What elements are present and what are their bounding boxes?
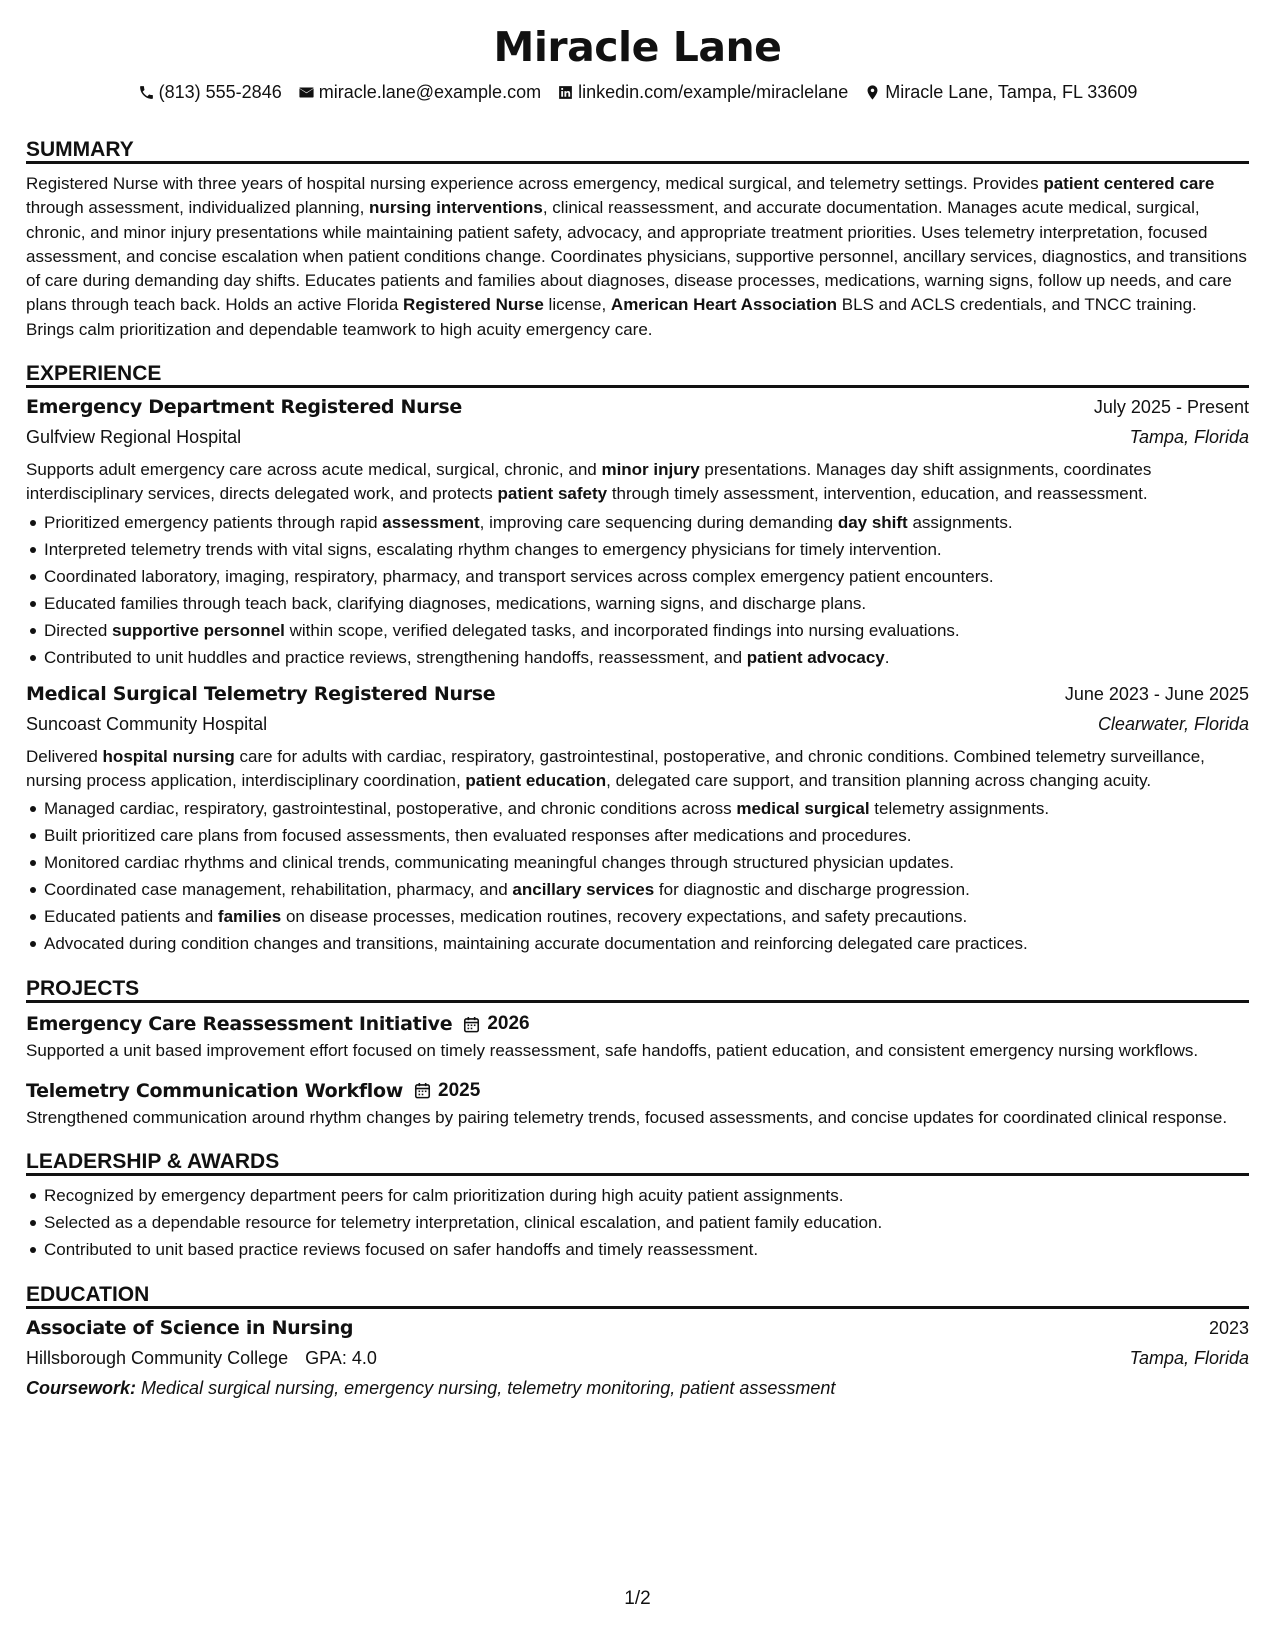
calendar-icon bbox=[413, 1081, 432, 1100]
email-text: miracle.lane@example.com bbox=[318, 82, 542, 102]
project-entry bbox=[26, 1009, 1249, 1063]
project-year-text: 2025 bbox=[438, 1079, 481, 1101]
job-bullet: Coordinated case management, rehabilitation, pharmacy, and ancillary services for diagnostic and discharge progression. bbox=[26, 876, 1249, 903]
experience-section bbox=[26, 356, 1249, 957]
job-bullet: Contributed to unit huddles and practice reviews, strengthening handoffs, reassessment, and patient advocacy. bbox=[26, 644, 1249, 671]
job-bullet: Educated patients and families on disease processes, medication routines, recovery expectations, and safety precautions. bbox=[26, 903, 1249, 930]
contact-location bbox=[864, 80, 1137, 104]
job-bullet: Directed supportive personnel within scope, verified delegated tasks, and incorporated findings into nursing evaluations. bbox=[26, 617, 1249, 644]
coursework-label: Coursework: bbox=[26, 1377, 137, 1398]
summary-text: Registered Nurse with three years of hospital nursing experience across emergency, medical surgical, and telemetry settings. Provides patient centered care through assessment, individualized planning, nursing interventions, clinical reassessment, and accurate documentation. Manages acute medical, surgical, chronic, and minor injury presentations while maintaining patient safety, advocacy, and appropriate treatment priorities. Uses telemetry interpretation, focused assessment, and concise escalation when patient conditions change. Coordinates physicians, supportive personnel, ancillary services, diagnostics, and transitions of care during demanding day shifts. Educates patients and families about diagnoses, disease processes, medications, warning signs, follow up needs, and care plans through teach back. Holds an active Florida Registered Nurse license, American Heart Association BLS and ACLS credentials, and TNCC training. Brings calm prioritization and dependable teamwork to high acuity emergency care. bbox=[26, 174, 1247, 339]
job-bullet: Monitored cardiac rhythms and clinical trends, communicating meaningful changes through structured physician updates. bbox=[26, 849, 1249, 876]
contact-bar bbox=[26, 80, 1249, 104]
job-description: Supports adult emergency care across acute medical, surgical, chronic, and minor injury presentations. Manages day shift assignments, coordinates interdisciplinary services, directs delegated work, and protects patient safety through timely assessment, intervention, education, and reassessment. bbox=[26, 460, 1152, 504]
job-bullet: Built prioritized care plans from focused assessments, then evaluated responses after medications and procedures. bbox=[26, 822, 1249, 849]
school-location: Tampa, Florida bbox=[1129, 1347, 1249, 1368]
job-bullet: Interpreted telemetry trends with vital signs, escalating rhythm changes to emergency physicians for timely intervention. bbox=[26, 536, 1249, 563]
job-organization: Suncoast Community Hospital bbox=[26, 713, 268, 734]
resume-page bbox=[26, 22, 1249, 1403]
contact-linkedin[interactable] bbox=[557, 80, 848, 104]
job-location: Clearwater, Florida bbox=[1097, 713, 1249, 734]
experience-heading: EXPERIENCE bbox=[26, 356, 1249, 388]
job-description: Delivered hospital nursing care for adults with cardiac, respiratory, gastrointestinal, postoperative, and chronic conditions. Combined telemetry surveillance, nursing process application, interdisciplinary coordination, patient education, delegated care support, and transition planning across changing acuity. bbox=[26, 746, 1205, 790]
leadership-bullet: Recognized by emergency department peers for calm prioritization during high acuity patient assignments. bbox=[26, 1182, 1249, 1209]
project-title: Emergency Care Reassessment Initiative bbox=[26, 1013, 453, 1036]
job-dates: June 2023 - June 2025 bbox=[1064, 683, 1249, 704]
job-organization: Gulfview Regional Hospital bbox=[26, 427, 242, 448]
job-location: Tampa, Florida bbox=[1129, 427, 1249, 448]
project-year bbox=[462, 1013, 529, 1035]
projects-heading: PROJECTS bbox=[26, 971, 1249, 1003]
project-description: Strengthened communication around rhythm changes by pairing telemetry trends, focused assessments, and concise updates for coordinated clinical response. bbox=[26, 1107, 1228, 1127]
job-bullets bbox=[26, 795, 1249, 957]
job-bullet: Advocated during condition changes and transitions, maintaining accurate documentation and reinforcing delegated care practices. bbox=[26, 930, 1249, 957]
job-entry bbox=[26, 392, 1249, 671]
leadership-bullet: Selected as a dependable resource for telemetry interpretation, clinical escalation, and patient family education. bbox=[26, 1209, 1249, 1236]
project-entry bbox=[26, 1076, 1249, 1130]
job-bullet: Prioritized emergency patients through rapid assessment, improving care sequencing during demanding day shift assignments. bbox=[26, 509, 1249, 536]
linkedin-text: linkedin.com/example/miraclelane bbox=[578, 82, 849, 102]
project-title: Telemetry Communication Workflow bbox=[26, 1079, 404, 1102]
location-text: Miracle Lane, Tampa, FL 33609 bbox=[885, 82, 1138, 102]
project-description: Supported a unit based improvement effort focused on timely reassessment, safe handoffs, patient education, and consistent emergency nursing workflows. bbox=[26, 1041, 1199, 1061]
project-year bbox=[413, 1080, 480, 1102]
map-pin-icon bbox=[864, 84, 881, 101]
job-title: Emergency Department Registered Nurse bbox=[26, 396, 463, 419]
phone-icon bbox=[138, 84, 155, 101]
coursework-text: Medical surgical nursing, emergency nursing, telemetry monitoring, patient assessment bbox=[141, 1377, 836, 1398]
leadership-heading: LEADERSHIP & AWARDS bbox=[26, 1144, 1249, 1176]
job-dates: July 2025 - Present bbox=[1093, 397, 1249, 418]
leadership-section bbox=[26, 1144, 1249, 1263]
project-year-text: 2026 bbox=[487, 1013, 530, 1035]
job-bullets bbox=[26, 509, 1249, 671]
contact-email[interactable] bbox=[298, 80, 541, 104]
leadership-bullets bbox=[26, 1182, 1249, 1263]
coursework-line bbox=[26, 1373, 1249, 1403]
gpa: GPA: 4.0 bbox=[305, 1347, 377, 1368]
job-entry bbox=[26, 679, 1249, 958]
school-line bbox=[26, 1343, 377, 1373]
job-bullet: Coordinated laboratory, imaging, respiratory, pharmacy, and transport services across complex emergency patient encounters. bbox=[26, 563, 1249, 590]
page-number: 1/2 bbox=[624, 1588, 651, 1609]
degree-year: 2023 bbox=[1208, 1317, 1249, 1338]
degree-title: Associate of Science in Nursing bbox=[26, 1316, 354, 1339]
envelope-icon bbox=[298, 84, 315, 101]
summary-section bbox=[26, 132, 1249, 342]
projects-section bbox=[26, 971, 1249, 1130]
job-title: Medical Surgical Telemetry Registered Nurse bbox=[26, 682, 496, 705]
candidate-name: Miracle Lane bbox=[493, 23, 782, 71]
school-name: Hillsborough Community College bbox=[26, 1347, 289, 1368]
calendar-icon bbox=[462, 1015, 481, 1034]
contact-phone[interactable] bbox=[138, 80, 282, 104]
leadership-bullet: Contributed to unit based practice reviews focused on safer handoffs and timely reassessment. bbox=[26, 1236, 1249, 1263]
linkedin-icon bbox=[557, 84, 574, 101]
job-bullet: Managed cardiac, respiratory, gastrointestinal, postoperative, and chronic conditions across medical surgical telemetry assignments. bbox=[26, 795, 1249, 822]
education-section bbox=[26, 1277, 1249, 1403]
summary-heading: SUMMARY bbox=[26, 132, 1249, 164]
job-bullet: Educated families through teach back, clarifying diagnoses, medications, warning signs, and discharge plans. bbox=[26, 590, 1249, 617]
phone-text: (813) 555-2846 bbox=[158, 82, 282, 102]
education-heading: EDUCATION bbox=[26, 1277, 1249, 1309]
